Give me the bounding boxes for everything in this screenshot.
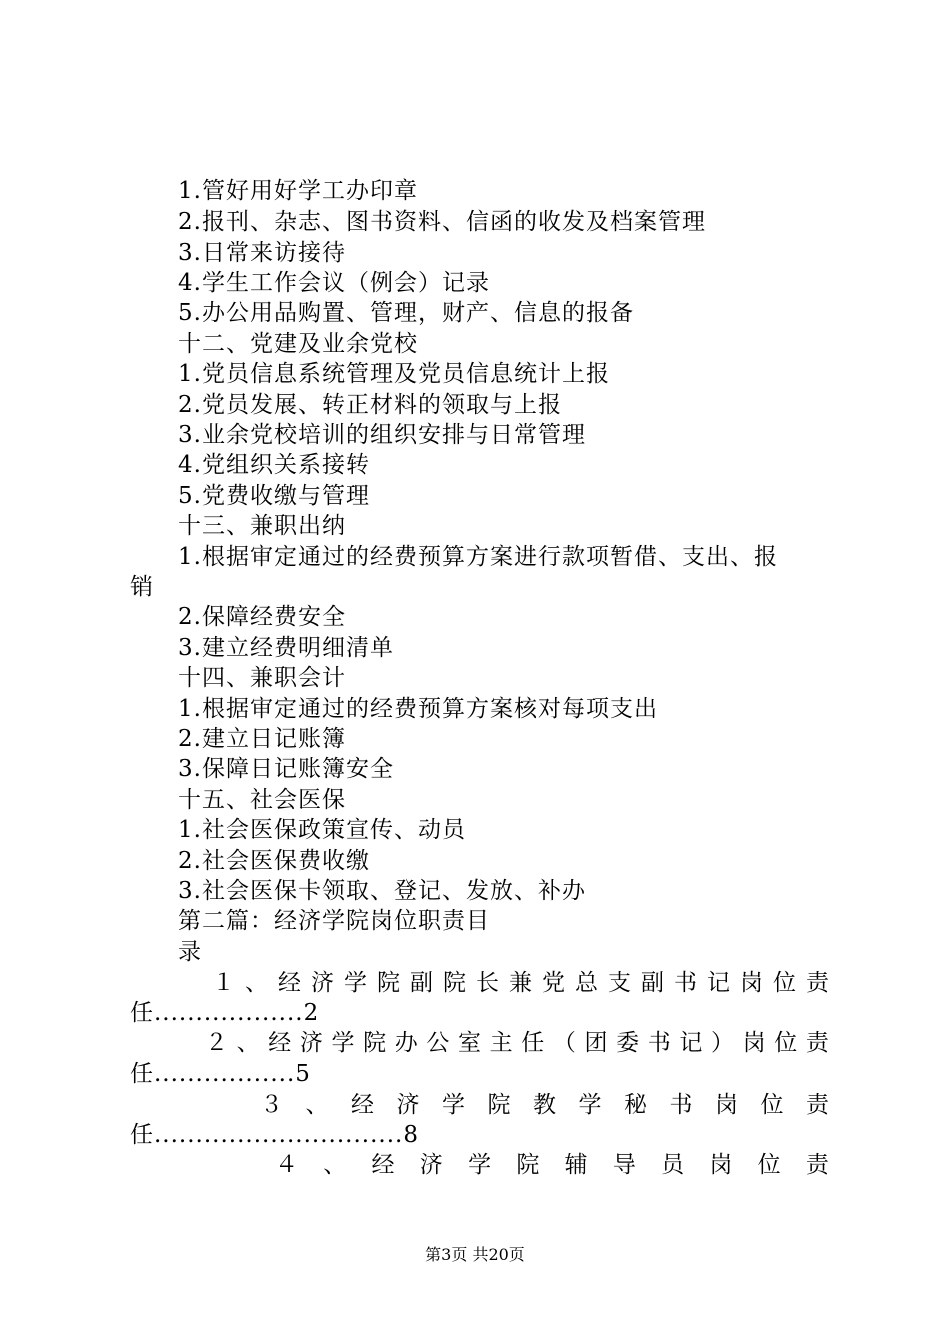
toc-char: 经 <box>278 970 302 996</box>
toc-char: 济 <box>396 1092 421 1118</box>
toc-char: 院 <box>443 970 467 996</box>
text-line: 2.党员发展、转正材料的领取与上报 <box>178 392 562 418</box>
toc-char: 岗 <box>709 1152 734 1178</box>
toc-entry-title[interactable] <box>275 1150 830 1180</box>
text-line-continuation: 销 <box>130 574 154 600</box>
toc-char: 总 <box>575 970 599 996</box>
toc-char: 位 <box>757 1152 782 1178</box>
toc-char: 记 <box>707 970 731 996</box>
toc-char: ２ <box>205 1030 229 1056</box>
toc-char: 院 <box>377 970 401 996</box>
toc-entry-title[interactable] <box>212 968 830 998</box>
text-line: 3.建立经费明细清单 <box>178 635 394 661</box>
toc-char: 书 <box>647 1030 672 1056</box>
text-line: 2.社会医保费收缴 <box>178 848 370 874</box>
toc-char: 室 <box>458 1030 482 1056</box>
toc-char: 位 <box>773 970 797 996</box>
text-line: 1.社会医保政策宣传、动员 <box>178 817 466 843</box>
toc-char: 副 <box>641 970 665 996</box>
text-line: 4.学生工作会议（例会）记录 <box>178 270 490 296</box>
toc-char: 岗 <box>742 1030 767 1056</box>
toc-char: 长 <box>476 970 500 996</box>
toc-char: 、 <box>323 1152 348 1178</box>
text-line: 2.保障经费安全 <box>178 604 346 630</box>
text-line: 1.党员信息系统管理及党员信息统计上报 <box>178 361 610 387</box>
toc-char: 党 <box>542 970 566 996</box>
toc-char: 学 <box>331 1030 356 1056</box>
toc-char: 经 <box>268 1030 293 1056</box>
chapter-heading: 第二篇：经济学院岗位职责目 <box>178 908 490 934</box>
toc-char: 支 <box>608 970 632 996</box>
section-heading: 十五、社会医保 <box>178 787 346 813</box>
toc-char: 岗 <box>740 970 764 996</box>
toc-char: 院 <box>516 1152 541 1178</box>
toc-char: 员 <box>661 1152 686 1178</box>
toc-char: 教 <box>533 1092 557 1118</box>
toc-char: 责 <box>806 1092 830 1118</box>
toc-char: ３ <box>260 1092 284 1118</box>
text-line: 5.党费收缴与管理 <box>178 483 370 509</box>
toc-char: 、 <box>245 970 269 996</box>
text-line: 1.根据审定通过的经费预算方案进行款项暂借、支出、报 <box>178 544 778 570</box>
toc-char: 责 <box>805 1030 830 1056</box>
toc-char: 院 <box>487 1092 512 1118</box>
toc-char: 学 <box>442 1092 466 1118</box>
toc-char: 济 <box>299 1030 324 1056</box>
text-line: 2.报刊、杂志、图书资料、信函的收发及档案管理 <box>178 209 706 235</box>
toc-char: 学 <box>344 970 368 996</box>
text-line: 4.党组织关系接转 <box>178 452 370 478</box>
toc-char: 责 <box>806 970 830 996</box>
text-line: 3.业余党校培训的组织安排与日常管理 <box>178 422 586 448</box>
toc-char: 主 <box>489 1030 514 1056</box>
toc-char: 兼 <box>509 970 533 996</box>
toc-char: 办 <box>394 1030 419 1056</box>
toc-entry-title[interactable] <box>260 1090 830 1120</box>
toc-entry-continuation[interactable]: 任.................5 <box>130 1061 311 1087</box>
text-line: 3.日常来访接待 <box>178 240 346 266</box>
text-line: 3.社会医保卡领取、登记、发放、补办 <box>178 878 586 904</box>
toc-char: 记 <box>679 1030 704 1056</box>
toc-entry-continuation[interactable]: 任..............................8 <box>130 1122 419 1148</box>
toc-char: １ <box>212 970 236 996</box>
toc-char: 导 <box>612 1152 637 1178</box>
toc-char: 责 <box>805 1152 830 1178</box>
toc-char: 经 <box>351 1092 375 1118</box>
section-heading: 十四、兼职会计 <box>178 665 346 691</box>
toc-char: 济 <box>419 1152 444 1178</box>
toc-entry-continuation[interactable]: 任..................2 <box>130 1000 320 1026</box>
toc-char: 副 <box>410 970 434 996</box>
toc-char: 任 <box>521 1030 546 1056</box>
toc-char: 经 <box>371 1152 396 1178</box>
toc-char: 、 <box>305 1092 330 1118</box>
section-heading: 十二、党建及业余党校 <box>178 331 418 357</box>
toc-char: 、 <box>236 1030 261 1056</box>
toc-char: 书 <box>674 970 698 996</box>
toc-entry-title[interactable] <box>205 1028 830 1058</box>
toc-char: 团 <box>584 1030 609 1056</box>
text-line: 2.建立日记账簿 <box>178 726 346 752</box>
toc-char: 位 <box>760 1092 785 1118</box>
toc-char: 公 <box>426 1030 451 1056</box>
toc-char: 位 <box>774 1030 799 1056</box>
toc-char: ） <box>711 1030 735 1056</box>
page-footer: 第3页 共20页 <box>425 1245 525 1264</box>
toc-char: 学 <box>468 1152 493 1178</box>
toc-char: 委 <box>616 1030 641 1056</box>
toc-char: 学 <box>578 1092 603 1118</box>
toc-char: 岗 <box>715 1092 739 1118</box>
toc-char: 书 <box>669 1092 694 1118</box>
toc-char: ４ <box>275 1152 299 1178</box>
text-line: 3.保障日记账簿安全 <box>178 756 394 782</box>
text-line: 1.根据审定通过的经费预算方案核对每项支出 <box>178 696 658 722</box>
section-heading: 十三、兼职出纳 <box>178 513 346 539</box>
toc-char: 秘 <box>624 1092 648 1118</box>
chapter-heading-continuation: 录 <box>178 939 202 965</box>
toc-char: 院 <box>363 1030 388 1056</box>
toc-char: 辅 <box>564 1152 589 1178</box>
text-line: 1.管好用好学工办印章 <box>178 178 418 204</box>
text-line: 5.办公用品购置、管理，财产、信息的报备 <box>178 300 634 326</box>
toc-char: （ <box>552 1030 577 1056</box>
toc-char: 济 <box>311 970 335 996</box>
